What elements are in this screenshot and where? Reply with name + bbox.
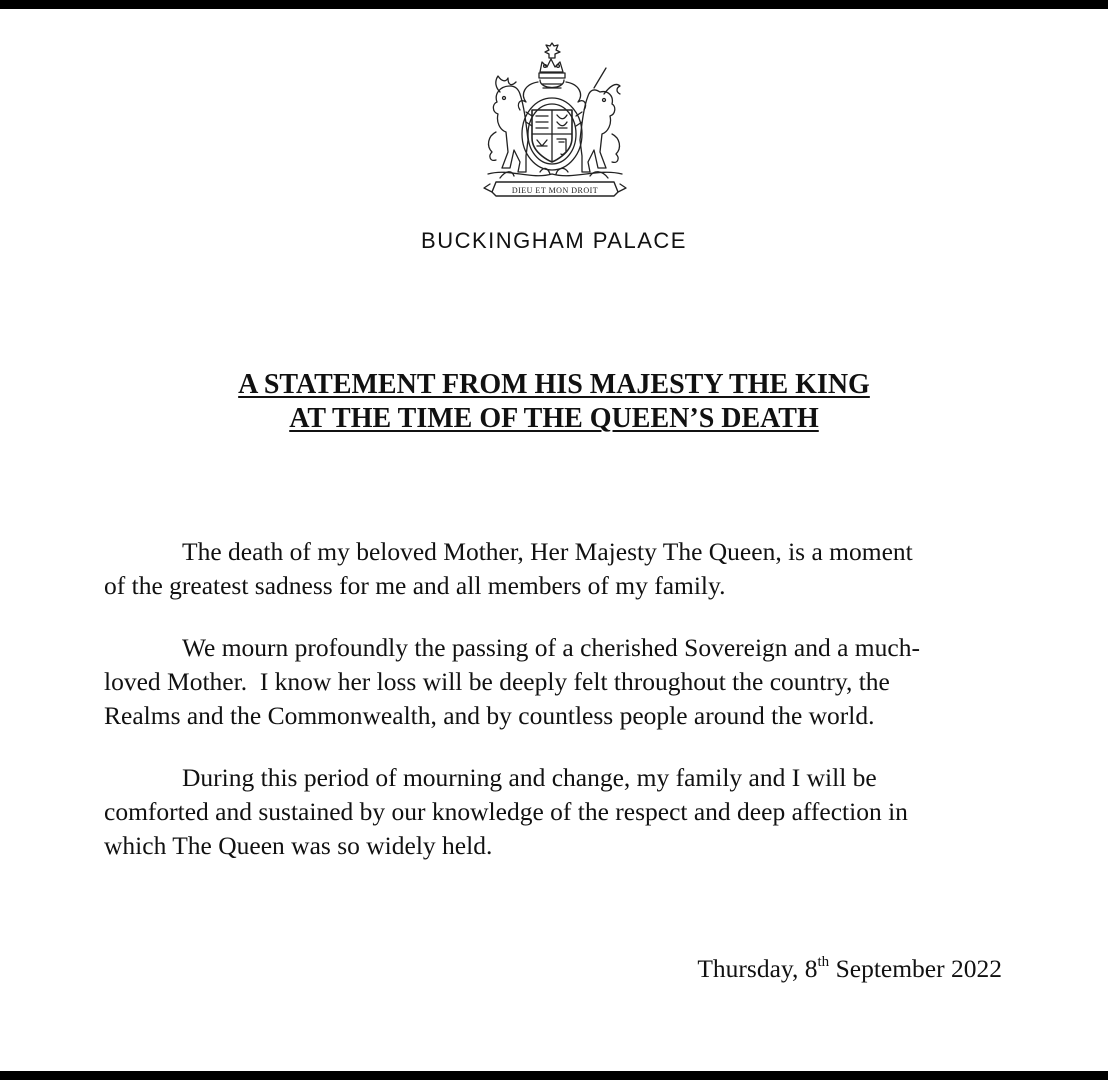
top-frame-bar: [0, 0, 1108, 9]
paragraph-2: [104, 631, 1004, 733]
paragraph-1-line: The death of my beloved Mother, Her Majesty The Queen, is a moment: [182, 537, 913, 566]
paragraph-2-line: We mourn profoundly the passing of a cherished Sovereign and a much-: [182, 633, 920, 662]
statement-headline: [0, 368, 1108, 436]
paragraph-3-line: which The Queen was so widely held.: [104, 831, 493, 860]
date-ordinal-suffix: th: [817, 954, 830, 970]
royal-coat-of-arms-icon: [470, 42, 640, 202]
paragraph-2-line: Realms and the Commonwealth, and by countless people around the world.: [104, 701, 875, 730]
headline-line-1: A STATEMENT FROM HIS MAJESTY THE KING: [238, 369, 870, 400]
organisation-name: BUCKINGHAM PALACE: [421, 228, 687, 253]
paragraph-3: [104, 761, 1004, 863]
date-weekday-day: Thursday, 8: [697, 954, 818, 983]
bottom-frame-bar: [0, 1071, 1108, 1080]
paragraph-3-line: comforted and sustained by our knowledge of the respect and deep affection in: [104, 797, 908, 826]
paragraph-2-line: loved Mother. I know her loss will be deeply felt throughout the country, the: [104, 667, 890, 696]
paragraph-1-line: of the greatest sadness for me and all members of my family.: [104, 571, 726, 600]
paragraph-1: [104, 535, 1004, 603]
paragraph-3-line: During this period of mourning and change, my family and I will be: [182, 763, 877, 792]
crest-motto: DIEU ET MON DROIT: [511, 186, 599, 195]
statement-date: [697, 954, 1002, 984]
date-month-year: September 2022: [829, 954, 1002, 983]
headline-line-2: AT THE TIME OF THE QUEEN’S DEATH: [289, 403, 819, 434]
